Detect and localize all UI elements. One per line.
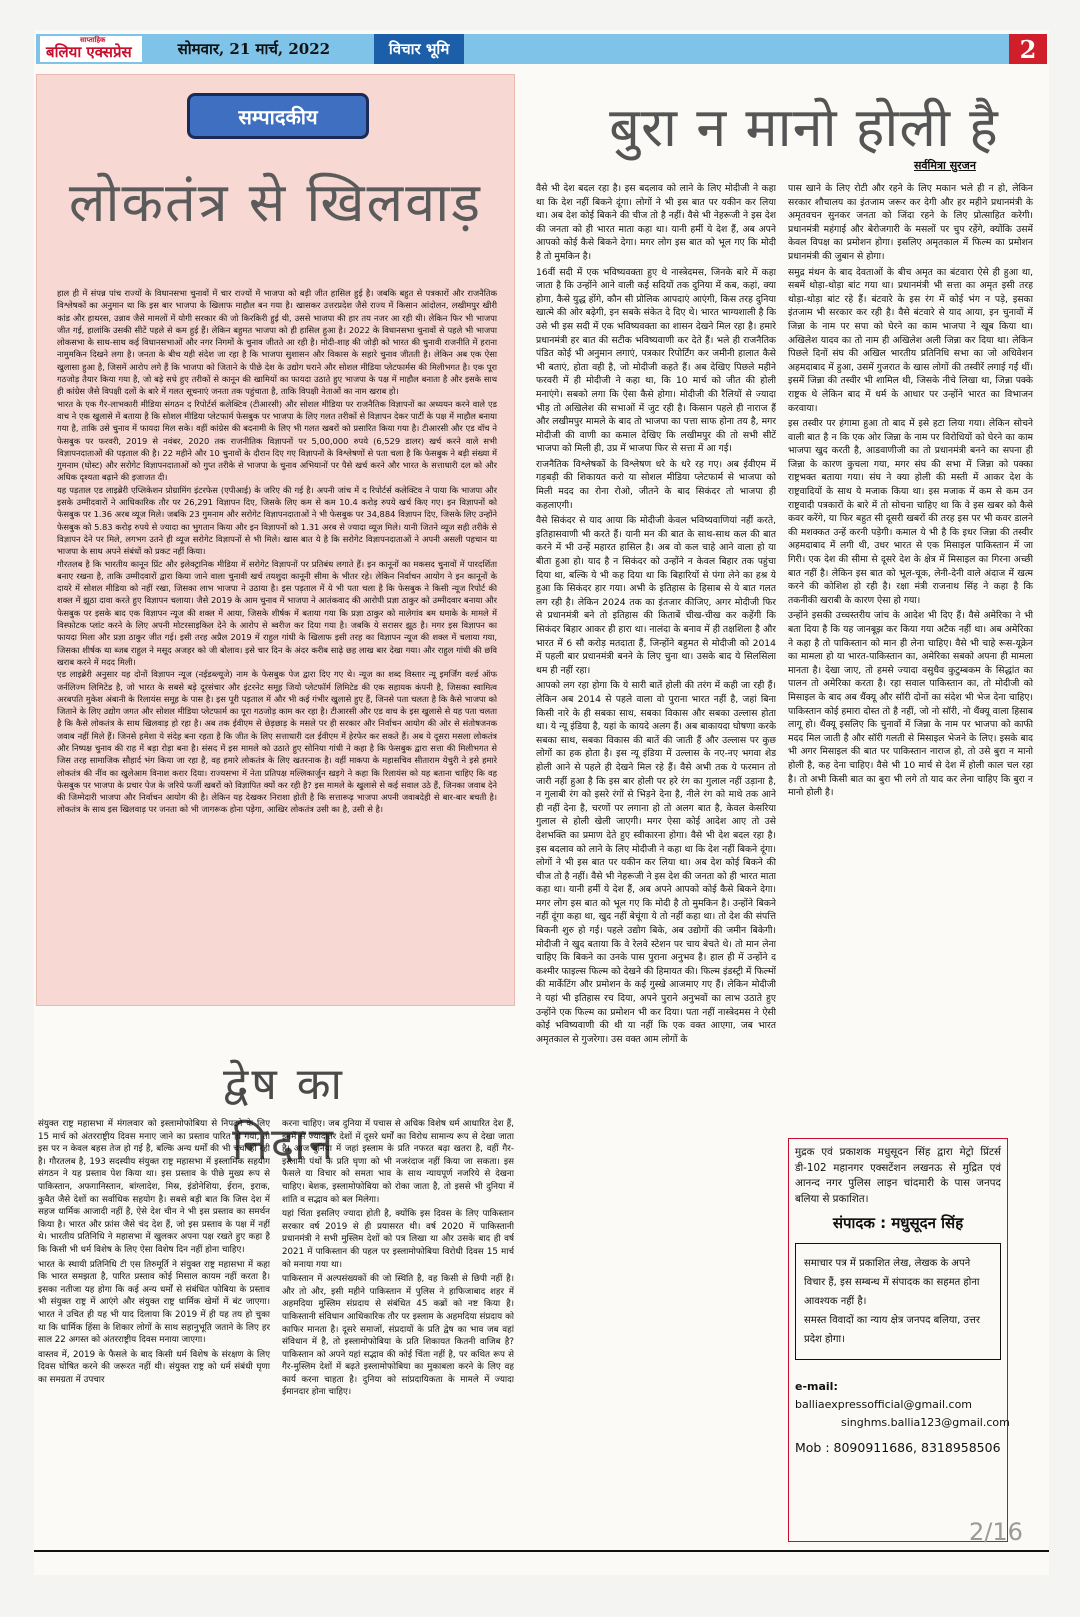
editorial-title: लोकतंत्र से खिलवाड़ (68, 171, 483, 234)
email-link-official[interactable]: balliaexpressofficial@gmail.com (795, 1398, 973, 1411)
second-article-column-1 (38, 1118, 270, 1538)
imprint-box (788, 1138, 1008, 1542)
main-article-column-2 (788, 182, 1033, 1082)
disclaimer-box (795, 1243, 1001, 1360)
disclaimer-opinion: समाचार पत्र में प्रकाशित लेख, लेखक के अपने विचार हैं, इस सम्बन्ध में संपादक का सहमत होना आवश्यक नहीं है। (804, 1258, 980, 1307)
editorial-badge: सम्पादकीय (187, 93, 369, 139)
section-name: विचार भूमि (374, 34, 464, 64)
author-byline: सर्वमित्रा सुरजन (914, 159, 976, 172)
editorial-paragraph: एड लाइब्रेरी अनुसार यह दोनों विज्ञापन न्यूज (नईडब्ल्यूजे) नाम के फेसबुक पेज द्वारा दिए गए थे। न्यूज का शब्द विस्तार न्यू इमर्जिंग वर्ल्ड ऑफ जर्नलिज्म लिमिटेड है, जो भारत के सबसे बड़े दूरसंचार और इंटरनेट समूह जियो प्लेटफॉर्म लिमिटेड की एक सहायक कंपनी है, जिसका स्वामित्व अरबपति मुकेश अंबानी के रिलायंस समूह के पास है। इस पूरी पड़ताल में और भी कई गंभीर खुलासे हुए हैं, जिनसे पता चलता है कि कैसे भाजपा को जिताने के लिए उद्योग जगत और सोशल मीडिया प्लेटफार्म का पूरा गठजोड़ काम कर रहा है। टीआरसी और एड वाच के इस खुलासे से यह पता चलता है कि कैसे लोकतंत्र के साथ खिलवाड़ हो रहा है। अब तक ईवीएम से छेड़छाड़ के मसले पर ही सरकार और निर्वाचन आयोग की ओर से संतोषजनक जवाब नहीं मिले हैं। जिनसे हमेशा ये संदेह बना रहता है कि जीत के लिए सत्ताधारी दल ईवीएम में हेरफेर कर सकते हैं। अब ये दूसरा मसला लोकतंत्र और निष्पक्ष चुनाव की राह में बड़ा रोड़ा बना है। संसद में इस मामले को उठाते हुए सोनिया गांधी ने कहा है कि फेसबुक द्वारा सत्ता की मिलीभगत से जिस तरह सामाजिक सौहार्द भंग किया जा रहा है, वह हमारे लोकतंत्र के लिए खतरनाक है। वहीं माकपा के महासचिव सीताराम येचुरी ने इसे हमारे लोकतंत्र की नींव का खुलेआम विनाश करार दिया। राज्यसभा में नेता प्रतिपक्ष मल्लिकार्जुन खड़गे ने कहा कि रिलायंस को यह बताना चाहिए कि वह फेसबुक पर भाजपा के प्रचार पेज के जरिये फर्जी खबरों को विज्ञापित क्यों कर रही है? इस मामले के खुलासे से कई सवाल उठे हैं, जिनका जवाब देने की जिम्मेदारी भाजपा और निर्वाचन आयोग की है। लेकिन यह देखकर निराशा होती है कि सत्तारूढ़ भाजपा अपनी जवाबदेही से बार-बार बचती है। लोकतंत्र के साथ इस खिलवाड़ पर जनता को भी जागरूक होना पड़ेगा, आखिर लोकतंत्र उसी का है, उसी से है। (57, 669, 497, 815)
masthead (36, 34, 1047, 64)
article-paragraph: आपको लग रहा होगा कि ये सारी बातें होली की तरंग में कही जा रही हैं। लेकिन अब 2014 से पहले वाला वो पुराना भारत नहीं है, जहां बिना किसी नारे के ही सबका साथ, सबका विकास और सबका उल्लास होता था। ये न्यू इंडिया है, यहां के कायदे अलग हैं। अब बाकायदा घोषणा करके सबका साथ, सबका विकास की बातें की जाती हैं और उल्लास पर कुछ लोगों का हक होता है। इस न्यू इंडिया में उल्लास के नए-नए भगवा शेड होली आने से पहले ही देखने मिल रहे हैं। वैसे अभी तक ये फरमान तो जारी नहीं हुआ है कि इस बार होली पर हरे रंग का गुलाल नहीं उड़ाना है, न गुलाबी रंग को इसरे रंगों से भिड़ने देना है, नीले रंग को माथे तक आने ही नहीं देना है, चरणों पर लगाना हो तो अलग बात है, केवल केसरिया गुलाल से होली खेली जाएगी। मगर ऐसा कोई आदेश आए तो उसे देशभक्ति का प्रमाण देते हुए स्वीकारना होगा। वैसे भी देश बदल रहा है। इस बदलाव को लाने के लिए मोदीजी ने कहा था कि देश नहीं बिकने दूंगा। लोगों ने भी इस बात पर यकीन कर लिया था। अब देश कोई बिकने की चीज तो है नहीं। वैसे भी नेहरूजी ने इस देश की जनता को ही भारत माता कहा था। यानी हमीं ये देश हैं, अब अपने आपको कोई कैसे बिकने देगा। मगर लोग इस बात को भूल गए कि मोदी है तो मुमकिन है। उन्होंने बिकने नहीं दूंगा कहा था, खुद नहीं बेचूंगा ये तो नहीं कहा था। तो देश की संपत्ति बिकनी शुरु हो गई। पहले उद्योग बिके, अब उद्योगों की जमीन बिकेगी। मोदीजी ने खुद बताया कि वे रेलवे स्टेशन पर चाय बेचते थे। तो मान लेना चाहिए कि बिकने का उनके पास पुराना अनुभव है। हाल ही में उन्होंने द कश्मीर फाइल्स फिल्म को देखने की हिमायत की। फिल्म इंडस्ट्री में फिल्मों की मार्केटिंग और प्रमोशन के कई गुस्खे आजमाए गए हैं। लेकिन मोदीजी ने यहां भी इतिहास रच दिया, अपने पुराने अनुभवों का लाभ उठाते हुए उन्होंने एक फिल्म का प्रमोशन भी कर दिया। पता नहीं नास्त्रेदमस ने ऐसी कोई भविष्यवाणी की थी या नहीं कि एक वक्त आएगा, जब भारत अमृतकाल से गुजरेगा। उस वक्त आम लोगों के (536, 680, 776, 1045)
article-paragraph: पाकिस्तान में अल्पसंख्यकों की जो स्थिति है, वह किसी से छिपी नहीं है। और तो और, इसी महीने पाकिस्तान में पुलिस ने हाफिजाबाद शहर में अहमदिया मुस्लिम संप्रदाय से संबंधित 45 कब्रों को नष्ट किया है। पाकिस्तानी संविधान आधिकारिक तौर पर इस्लाम के अहमदिया संप्रदाय को काफिर मानता है। दूसरे समाजों, संप्रदायों के प्रति द्वेष का भाव जब वहां संविधान में है, तो इस्लामोफोबिया के प्रति शिकायत कितनी वाजिब है? पाकिस्तान को अपने यहां सद्भाव की कोई चिंता नहीं है, पर कथित रूप से गैर-मुस्लिम देशों में बढ़ते इस्लामोफोबिया का मुकाबला करने के लिए वह कार्य करना चाहता है। दुनिया को सांप्रदायिकता के मामले में ज्यादा ईमानदार होना चाहिए। (282, 1274, 514, 1398)
article-paragraph: वैसे सिकंदर से याद आया कि मोदीजी केवल भविष्यवाणियां नहीं करते, इतिहासवाणी भी करते हैं। यानी मन की बात के साथ-साथ कल की बात करने में भी उन्हें महारत हासिल है। अब वो कल चाहे आने वाला हो या बीता हुआ हो। याद है न सिकंदर को उन्होंने न केवल बिहार तक पहुंचा दिया था, बल्कि ये भी कह दिया था कि बिहारियों से पंगा लेने का हश्र ये हुआ कि सिकंदर हार गया। अभी के इतिहास के हिसाब से ये बात गलत लग रही है। लेकिन 2024 तक का इंतजार कीजिए, अगर मोदीजी फिर से प्रधानमंत्री बने तो इतिहास की किताबें चीख-चीख कर कहेंगी कि सिकंदर बिहार आकर ही हारा था। नालंदा के बनाव में ही तक्षशिला है और भारत में 6 सौ करोड़ मतदाता हैं, जिन्होंने बहुमत से मोदीजी को 2014 में पहली बार प्रधानमंत्री बनने के लिए चुना था। उसके बाद ये सिलसिला थम ही नहीं रहा। (536, 515, 776, 676)
mobile-numbers: Mob : 8090911686, 8318958506 (795, 1440, 1001, 1455)
main-article-column-1 (536, 182, 776, 1562)
article-paragraph: वास्तव में, 2019 के फैसले के बाद किसी धर्म विशेष के संरक्षण के लिए दिवस घोषित करने की जरूरत नहीं थी। संयुक्त राष्ट्र को धर्म संबंधी घृणा का समग्रता में उपचार (38, 1349, 270, 1385)
issue-date: सोमवार, 21 मार्च, 2022 (177, 40, 331, 58)
main-headline: बुरा न मानो होली है (609, 96, 999, 159)
second-headline: द्वेष का निदान (223, 1059, 345, 1170)
editor-name: संपादक : मधुसूदन सिंह (832, 1214, 964, 1232)
editorial-body (57, 287, 497, 995)
editorial-paragraph: हाल ही में संपन्न पांच राज्यों के विधानसभा चुनावों में चार राज्यों में भाजपा को बड़ी जीत हासिल हुई है। जबकि बहुत से पत्रकारों और राजनैतिक विश्लेषकों का अनुमान था कि इस बार भाजपा के खिलाफ माहौल बन गया है। खासकर उत्तरप्रदेश जैसे राज्य में किसान आंदोलन, लखीमपुर खीरी कांड और हाथरस, उन्नाव जैसे मामलों में योगी सरकार की जो किरकिरी हुई थी, उससे भाजपा की हार तय नजर आ रही थी। लेकिन फिर भी भाजपा जीत गई, हालांकि उसकी सीटें पहले से कम हुई हैं। लेकिन बहुमत भाजपा को ही हासिल हुआ है। 2022 के विधानसभा चुनावों से पहले भी भाजपा लोकसभा के साथ-साथ कई विधानसभाओं और नगर निगमों के चुनाव जीतते आ रही है। मोदी-शाह की जोड़ी को भारत की चुनावी राजनीति में हराना नामुमकिन दिखने लगा है। जनता के बीच यही संदेश जा रहा है कि भाजपा सुशासन और विकास के सहारे चुनाव जीतती है। लेकिन अब एक ऐसा खुलासा हुआ है, जिसमें आरोप लगे हैं कि भाजपा को जिताने के पीछे देश के उद्योग घराने और सोशल मीडिया प्लेटफार्मस की मिलीभगत है। एक पूरा गठजोड़ तैयार किया गया है, जो बड़े सधे हुए तरीकों से कानून की खामियों का फायदा उठाते हुए भाजपा के पक्ष में माहौल बनाता है और इसके साथ ही कांग्रेस जैसे विपक्षी दलों के बारे में गलत सूचनाएं जनता तक पहुंचाता है, ताकि विपक्षी नेताओं का नाम खराब हो। (57, 288, 497, 397)
newspaper-page (34, 30, 1049, 1575)
page-number: 2 (1009, 34, 1047, 64)
editorial-paragraph: यह पड़ताल एड लाइब्रेरी एप्लिकेशन प्रोग्रामिंग इंटरफेस (एपीआई) के जरिए की गई है। अपनी जांच में द रिपोर्टर्स कलेक्टिव ने पाया कि भाजपा और इसके उम्मीदवारों ने आधिकारिक तौर पर 26,291 विज्ञापन दिए, जिसके लिए कम से कम 10.4 करोड़ रुपये खर्च किए गए। इन विज्ञापनों को फेसबुक पर 1.36 अरब व्यूज मिले। जबकि 23 गुमनाम और सरोगेट विज्ञापनदाताओं ने भी फेसबुक पर 34,884 विज्ञापन दिए, जिसके लिए उन्होंने फेसबुक को 5.83 करोड़ रुपये से ज्यादा का भुगतान किया और इन विज्ञापनों को 1.31 अरब से ज्यादा व्यूज मिले। यानी जितने व्यूज सही तरीके से विज्ञापन देने पर मिले, लगभग उतने ही व्यूज सरोगेट विज्ञापनों से भी मिले। खास बात ये है कि सरोगेट विज्ञापनदाताओं ने अपनी असली पहचान या भाजपा के साथ अपने संबंधों को प्रकट नहीं किया। (57, 484, 497, 557)
article-paragraph: करना चाहिए। जब दुनिया में पचास से अधिक विशेष धर्म आधारित देश हैं, इनमें से ज्यादातर देशों में दूसरे धर्मों का विरोध सामान्य रूप से देखा जाता है। आज दुनिया में जहां इस्लाम के प्रति नफरत बढ़ा खतरा है, वहीं गैर-इस्लामी पंथों के प्रति घृणा को भी नजरंदाज नहीं किया जा सकता। इस फैसले या विचार को समता भाव के साथ न्यायपूर्ण नजरिये से देखना चाहिए। बेशक, इस्लामोफोबिया को रोका जाता है, तो इससे भी दुनिया में शांति व सद्भाव को बल मिलेगा। (282, 1119, 514, 1205)
article-paragraph: समुद्र मंथन के बाद देवताओं के बीच अमृत का बंटवारा ऐसे ही हुआ था, सबमें थोड़ा-थोड़ा बांट गया था। प्रधानमंत्री भी सत्ता का अमृत इसी तरह थोड़ा-थोड़ा बांट रहे हैं। बंटवारे के इस रंग में कोई भंग न पड़े, इसका इंतजाम भी सरकार कर रही है। वैसे बंटवारे से याद आया, इन चुनावों में जिन्ना के नाम पर सपा को घेरने का काम भाजपा ने खूब किया था। अखिलेश यादव का तो नाम ही अखिलेश अली जिन्ना कर दिया था। लेकिन पिछले दिनों संघ की अखिल भारतीय प्रतिनिधि सभा का जो अधिवेशन अहमदाबाद में हुआ, उसमें गुजरात के खास लोगों की तस्वीरें लगाई गईं थीं। इसमें जिन्ना की तस्वीर भी शामिल थी, जिसके नीचे लिखा था, जिन्ना पक्के राष्ट्रक थे लेकिन बाद में धर्म के आधार पर उन्होंने भारत का विभाजन करवाया। (788, 266, 1033, 414)
page-counter: 2/16 (969, 1518, 1023, 1546)
article-paragraph: वैसे भी देश बदल रहा है। इस बदलाव को लाने के लिए मोदीजी ने कहा था कि देश नहीं बिकने दूंगा। लोगों ने भी इस बात पर यकीन कर लिया था। अब देश कोई बिकने की चीज तो है नहीं। वैसे भी नेहरूजी ने इस देश की जनता को ही भारत माता कहा था। यानी हमीं ये देश हैं, अब अपने आपको कोई कैसे बिकने देगा। मगर लोग इस बात को भूल गए कि मोदी है तो मुमकिन है। (536, 183, 776, 262)
article-paragraph: इस तस्वीर पर हंगामा हुआ तो बाद में इसे हटा लिया गया। लेकिन सोचने वाली बात है न कि एक ओर जिन्ना के नाम पर विरोधियों को घेरने का काम भाजपा खुद करती है, आडवाणीजी का तो प्रधानमंत्री बनने का सपना ही जिन्ना के कारण कुचला गया, मगर संघ की सभा में जिन्ना को पक्का राष्ट्रभक्त बताया गया। संघ ने क्या होली की मस्ती में आकर देश के राष्ट्रवादियों के साथ ये मजाक किया था। इस मजाक में कम से कम उन राष्ट्रवादी पत्रकारों के बारे में तो सोचना चाहिए था कि वे इस खबर को कैसे कवर करेंगे, या फिर बहुत सी दूसरी खबरों की तरह इस पर भी कवर डालने की मशक्कत उन्हें करनी पड़ेगी। कमाल ये भी है कि इधर जिन्ना की तस्वीर अहमदाबाद में लगी थी, उधर भारत से एक मिसाइल पाकिस्तान में जा गिरी। एक देश की सीमा से दूसरे देश के क्षेत्र में मिसाइल का गिरना अच्छी बात नहीं है। लेकिन इस बात को भूल-चूक, लेनी-देनी वाले अंदाज में खत्म करने की कोशिश हो रही है। रक्षा मंत्री राजनाथ सिंह ने कहा है कि तकनीकी खराबी के कारण ऐसा हो गया। (788, 418, 1033, 606)
contact-emails (795, 1378, 1010, 1432)
email-link-personal[interactable]: singhms.ballia123@gmail.com (841, 1416, 1010, 1429)
article-paragraph: यहां चिंता इसलिए ज्यादा होती है, क्योंकि इस दिवस के लिए पाकिस्तान सरकार वर्ष 2019 से ही प्रयासरत थी। वर्ष 2020 में पाकिस्तानी प्रधानमंत्री ने सभी मुस्लिम देशों को पत्र लिखा था और उसके बाद ही वर्ष 2021 में पाकिस्तान की पहल पर इस्लामोफोबिया विरोधी दिवस 15 मार्च को मनाया गया था। (282, 1209, 514, 1270)
article-paragraph: 16वीं सदी में एक भविष्यवक्ता हुए थे नास्त्रेदमस, जिनके बारे में कहा जाता है कि उन्होंने आने वाली कई सदियों तक दुनिया में कब, कहां, क्या होगा, कैसे युद्ध होंगे, कौन सी प्रोलिक आपदाएं आएंगी, किस तरह दुनिया खात्मे की ओर बढ़ेगी, इन सबके संकेत दे दिए थे। भारत भाग्यशाली है कि उसे भी इस सदी में एक भविष्यवक्ता का शासन देखने मिल रहा है। हमारे प्रधानमंत्री हर बात की सटीक भविष्यवाणी कर देते हैं। भले ही राजनैतिक पंडित कोई भी अनुमान लगाएं, पत्रकार रिपोर्टिंग कर जमीनी हालात कैसे भी बताएं, होता वही है, जो मोदीजी कहते हैं। अब देखिए पिछले महीने फरवरी में ही मोदीजी ने कहा था, कि 10 मार्च को जीत की होली मनाएंगे। सबको लगा कि ऐसा कैसे होगा। मोदीजी की रैलियों से ज्यादा भीड़ तो अखिलेश की सभाओं में जुट रही है। किसान पहले ही नाराज हैं और लखीमपुर मामले के बाद तो भाजपा का पत्ता साफ होना तय है, मगर मोदीजी की वाणी का कमाल देखिए कि लखीमपुर की तो सभी सीटें भाजपा को मिली ही, उप्र में भाजपा फिर से सत्ता में आ गई। (536, 266, 776, 455)
publisher-info: मुद्रक एवं प्रकाशक मधुसूदन सिंह द्वारा मेट्रो प्रिंटर्स डी-102 महानगर एक्सटेंशन लखनऊ से मुद्रित एवं आनन्द नगर पुलिस लाइन चांदमारी के पास जनपद बलिया से प्रकाशित। (795, 1146, 1001, 1205)
article-paragraph: भारत के स्थायी प्रतिनिधि टी एस तिरुमूर्ति ने संयुक्त राष्ट्र महासभा में कहा कि भारत समझता है, पारित प्रस्ताव कोई मिसाल कायम नहीं करता है। इसका नतीजा यह होगा कि कई अन्य धर्मों से संबंधित फोबिया के प्रस्ताव भी संयुक्त राष्ट्र में आएंगे और संयुक्त राष्ट्र धार्मिक खेमों में बंट जाएगा। भारत ने उचित ही यह भी याद दिलाया कि 2019 में ही यह तय हो चुका था कि धार्मिक हिंसा के शिकार लोगों के साथ सहानुभूति जताने के लिए हर साल 22 अगस्त को अंतरराष्ट्रीय दिवस मनाया जाएगा। (38, 1259, 270, 1346)
article-paragraph: पास खाने के लिए रोटी और रहने के लिए मकान भले ही न हो, लेकिन सरकार शौचालय का इंतजाम जरूर कर देगी और हर महीने प्रधानमंत्री के अमृतवचन सुनकर जनता को जिंदा रहने के लिए प्रोत्साहित करेगी। प्रधानमंत्री महंगाई और बेरोजगारी के मसलों पर चुप रहेंगे, क्योंकि उसमें केवल विपक्ष का प्रमोशन होगा। इसलिए अमृतकाल में फिल्म का प्रमोशन प्रधानमंत्री की जुबान से होगा। (788, 183, 1033, 262)
brand-tagline: साप्ताहिक (80, 36, 106, 44)
brand-logo (40, 36, 142, 62)
editorial-paragraph: गौरतलब है कि भारतीय कानून प्रिंट और इलेक्ट्रानिक मीडिया में सरोगेट विज्ञापनों पर प्रतिबंध लगाते हैं। इन कानूनों का मकसद चुनावों में पारदर्शिता बनाए रखना है, ताकि उम्मीदवारों द्वारा किया जाने वाला चुनावी खर्च तयशुदा कानूनी सीमा के भीतर रहे। लेकिन निर्वाचन आयोग ने इन कानूनों के दायरे में सोशल मीडिया को नहीं रखा, जिसका लाभ भाजपा ने उठाया है। इस पड़ताल में ये भी पता चला है कि फेसबुक ने किसी न्यूज रिपोर्ट की शक्ल में झूठा दावा करते हुए विज्ञापन चलाया। जैसे 2019 के आम चुनाव में भाजपा ने आतंकवाद की आरोपी प्रज्ञा ठाकुर को उम्मीदवार बनाया और फेसबुक पर इसके बाद एक विज्ञापन न्यूज की शक्ल में आया, जिसके शीर्षक में बताया गया कि प्रज्ञा ठाकुर को मालेगांव बम धमाके के मामले में विस्फोटक प्लांट करने के लिए अपनी मोटरसाइकिल देने के आरोप से ब्वरीज कर दिया गया है। जबकि ये सरासर झूठ है। मगर इस विज्ञापन का फायदा मिला और प्रज्ञा ठाकुर जीत गई। इसी तरह अप्रैल 2019 में राहुल गांधी के खिलाफ इसी तरह का विज्ञापन न्यूज की शक्ल में चलाया गया, जिसका शीर्षक था ब्जब राहुल ने मसूद अजहर को जी बोलाव। इसे चार दिन के अंदर करीब साढ़े छह लाख बार देखा गया। और राहुल गांधी की छवि खराब करने में मदद मिली। (57, 558, 497, 667)
editorial-box (36, 74, 515, 1006)
disclaimer-jurisdiction: समस्त विवादों का न्याय क्षेत्र जनपद बलिया, उत्तर प्रदेश होगा। (804, 1315, 980, 1345)
article-paragraph: राजनैतिक विश्लेषकों के विश्लेषण धरे के धरे रह गए। अब ईवीएम में गड़बड़ी की शिकायत करो या सोशल मीडिया प्लेटफार्म से भाजपा को मिली मदद का रोना रोओ, जीतने के बाद सिकंदर तो भाजपा ही कहलाएगी। (536, 458, 776, 511)
brand-name: बलिया एक्सप्रेस (46, 42, 132, 61)
second-article-column-2 (282, 1118, 514, 1538)
email-label: e-mail: (795, 1380, 838, 1393)
article-paragraph: संयुक्त राष्ट्र महासभा में मंगलवार को इस्लामोफोबिया से निपटने के लिए 15 मार्च को अंतरराष्ट्रीय दिवस मनाए जाने का प्रस्ताव पारित हो गया, तो इस पर न केवल बहस तेज हो गई है, बल्कि अन्य धर्मों की भी चर्चा हो रही है। गौरतलब है, 193 सदस्यीय संयुक्त राष्ट्र महासभा में इस्लामिक सहयोग संगठन ने यह प्रस्ताव पेश किया था। इस प्रस्ताव के पीछे मुख्य रूप से पाकिस्तान, अफगानिस्तान, बांग्लादेश, मिस्र, इंडोनेशिया, ईरान, इराक, कुवैत जैसे देशों का सर्वाधिक सहयोग है। सबसे बड़ी बात कि जिस देश में सहज धार्मिक आजादी नहीं है, ऐसे देश चीन ने भी इस प्रस्ताव का समर्थन किया है। भारत और फ्रांस जैसे चंद देश हैं, जो इस प्रस्ताव के पक्ष में नहीं थे। भारतीय प्रतिनिधि ने महासभा में खुलकर अपना पक्ष रखते हुए कहा है कि किसी भी धर्म विशेष के लिए ऐसा विशेष दिन नहीं होना चाहिए। (38, 1119, 270, 1255)
editorial-paragraph: भारत के एक गैर-लाभकारी मीडिया संगठन द रिपोर्टर्स कलेक्टिव (टीआरसी) और सोशल मीडिया पर राजनैतिक विज्ञापनों का अध्ययन करने वाले एड वाच ने एक खुलासे में बताया है कि सोशल मीडिया प्लेटफार्म फेसबुक पर भाजपा के लिए गलत तरीकों से विज्ञापन देकर पार्टी के पक्ष में माहौल बनाया गया है, ताकि उसे चुनाव में फायदा मिल सके। वहीं कांग्रेस की बदनामी के लिए भी गलत खबरों को प्रसारित किया गया है। टीआरसी और एड वॉच ने फेसबुक पर फरवरी, 2019 से नवंबर, 2020 तक राजनीतिक विज्ञापनों पर 5,00,000 रुपये (6,529 डालर) खर्च करने वाले सभी विज्ञापनदाताओं की पड़ताल की है। 22 महीने और 10 चुनावों के दौरान दिए गए विज्ञापनों के विश्लेषणों से पता चला है कि फेसबुक ने बड़ी संख्या में गुमनाम (घोस्ट) और सरोगेट विज्ञापनदाताओं को गुप्त तरीके से भाजपा के चुनाव अभियानों पर पैसे खर्च करने और भारत के सत्ताधारी दल को और अधिक दृश्यता बढ़ाने की इजाजत दी। (57, 398, 497, 483)
article-paragraph: उन्होंने इसकी उच्चस्तरीय जांच के आदेश भी दिए हैं। वैसे अमेरिका ने भी बता दिया है कि यह जानबूझ कर किया गया अटैक नहीं था। अब अमेरिका ने कहा है तो पाकिस्तान को मान ही लेना चाहिए। वैसे भी चाहे रूस-यूक्रेन का मामला हो या भारत-पाकिस्तान का, अमेरिका सबको अपना ही मामला मानता है। देखा जाए, तो हमसे ज्यादा वसुधैव कुटुम्बकम के सिद्धांत का पालन तो अमेरिका करता है। रहा सवाल पाकिस्तान का, तो मोदीजी को मिसाइल के बाद अब थैंक्यू और सॉरी दोनों का संदेश भी भेज देना चाहिए। पाकिस्तान कोई हमारा दोस्त तो है नहीं, जो नो सॉरी, नो थैंक्यू वाला हिसाब लागू हो। थैंक्यू इसलिए कि चुनावों में जिन्ना के नाम पर भाजपा को काफी मदद मिल जाती है और सॉरी गलती से मिसाइल भेजने के लिए। इसके बाद भी अगर मिसाइल की बात पर पाकिस्तान नाराज हो, तो उसे बुरा न मानो होली है, कह देना चाहिए। वैसे भी 10 मार्च से देश में होली काल चल रहा है। तो अभी किसी बात का बुरा भी लगे तो याद कर लेना चाहिए कि बुरा न मानो होली है। (788, 610, 1033, 799)
bottom-rule (34, 1550, 1049, 1552)
